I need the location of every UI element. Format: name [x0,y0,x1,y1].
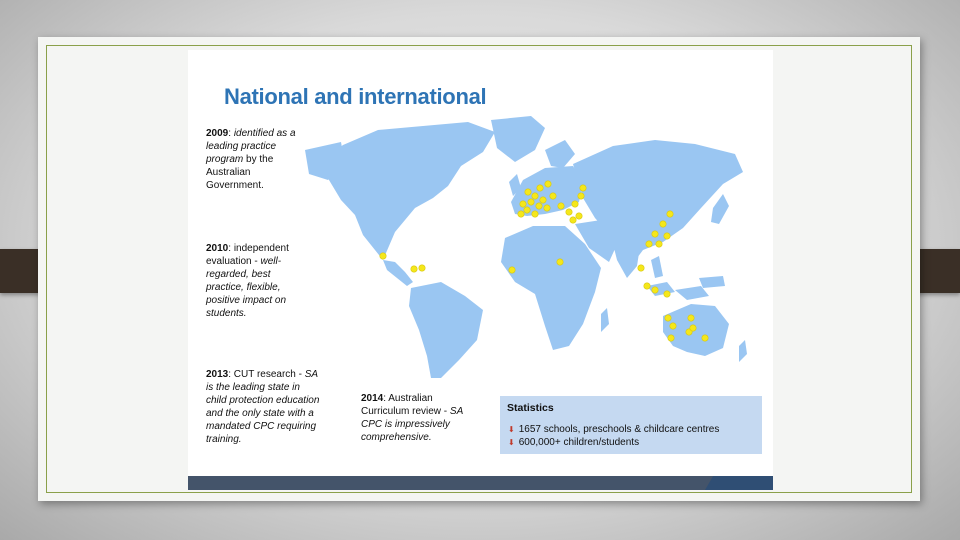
note-2010-sep: : [228,243,234,254]
slide-title: National and international [224,84,487,109]
note-2014 [361,392,471,444]
note-2013 [206,368,321,446]
note-2009 [206,127,304,192]
statistics-box [500,396,762,454]
arrow-bullet-icon: ⬇ [508,425,515,434]
note-2009-year: 2009 [206,128,229,139]
statistics-title: Statistics [507,402,554,414]
note-2013-lead: : CUT research - [228,369,305,380]
footer-accent [705,476,773,490]
statistic-item [508,437,639,448]
note-2014-lead: : Australian Curriculum review - [361,393,450,417]
footer-bar [188,476,773,490]
note-2013-detail: SA is the leading state in child protection education and the only state with a mandated CPC requiring training. [206,369,320,445]
note-2014-detail: SA CPC is impressively comprehensive. [361,406,463,443]
world-map-icon [283,110,748,380]
note-2009-rest: by the Australian Government. [206,154,274,191]
note-2010-lead: independent evaluation - [206,243,289,267]
note-2013-year: 2013 [206,369,229,380]
statistic-item [508,424,719,435]
arrow-bullet-icon: ⬇ [508,438,515,447]
note-2010-year: 2010 [206,243,229,254]
note-2014-year: 2014 [361,393,384,404]
slide-content [188,50,773,490]
map-landmass [305,116,747,378]
note-2009-highlight: identified as a leading practice program [206,128,296,165]
note-2010 [206,242,304,320]
note-2009-sep: : [228,128,234,139]
note-2010-detail: well-regarded, best practice, flexible, positive impact on students. [206,256,287,319]
statistic-text: 600,000+ children/students [518,437,640,448]
statistic-text: 1657 schools, preschools & childcare centres [518,424,720,435]
